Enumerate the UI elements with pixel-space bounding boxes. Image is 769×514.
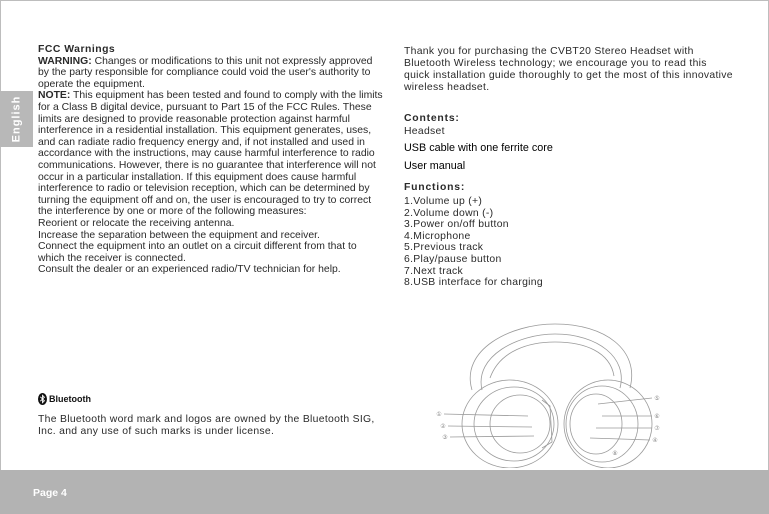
contents-item: USB cable with one ferrite core bbox=[404, 142, 553, 154]
callout-label: ④ bbox=[652, 437, 658, 444]
callout-label: ① bbox=[436, 411, 442, 418]
language-tab bbox=[0, 91, 33, 147]
fcc-note-paragraph bbox=[38, 90, 383, 218]
function-item: 5.Previous track bbox=[404, 242, 484, 254]
product-section bbox=[404, 46, 734, 289]
function-item: 1.Volume up (+) bbox=[404, 196, 483, 207]
bluetooth-trademark-note: The Bluetooth word mark and logos are owned by the Bluetooth SIG, Inc. and any use of such marks is under license. bbox=[38, 414, 375, 437]
function-item: 7.Next track bbox=[404, 265, 464, 277]
bluetooth-logo-text: Bluetooth bbox=[49, 394, 91, 404]
functions-list bbox=[404, 196, 734, 289]
note-text: This equipment has been tested and found to comply with the limits for a Class B digital device, pursuant to Part 15 of the FCC Rules. These limits are designed to provide reasonable protection against harmful interference in a residential installation. This equipment generates, uses, and can radiate radio frequency energy and, if not installed and used in accordance with the instructions, may cause harmful interference to radio communications. However, there is no guarantee that interference will not occur in a particular installation. If this equipment does cause harmful interference to radio or television reception, which can be determined by turning the equipment off and on, the user is encouraged to try to correct the interference by one or more of the following measures: bbox=[38, 90, 383, 218]
bluetooth-icon bbox=[38, 393, 47, 405]
callout-label: ⑧ bbox=[612, 450, 618, 457]
headset-diagram bbox=[430, 320, 665, 468]
fcc-measure: Connect the equipment into an outlet on a circuit different from that to which the receiver is connected. bbox=[38, 241, 357, 264]
callout-label: ⑥ bbox=[654, 413, 660, 420]
fcc-measure: Reorient or relocate the receiving antenna. bbox=[38, 217, 235, 229]
contents-item: User manual bbox=[404, 160, 466, 172]
fcc-measure: Increase the separation between the equipment and receiver. bbox=[38, 229, 320, 241]
intro-paragraph: Thank you for purchasing the CVBT20 Stereo Headset with Bluetooth Wireless technology; we encourage you to read this quick installation guide thoroughly to get the most of this innovative wireless headset. bbox=[404, 46, 733, 93]
page-footer bbox=[0, 470, 769, 514]
function-item: 3.Power on/off button bbox=[404, 219, 509, 231]
function-item: 6.Play/pause button bbox=[404, 253, 502, 265]
contents-item: Headset bbox=[404, 126, 445, 137]
functions-title: Functions: bbox=[404, 182, 466, 193]
warning-label: WARNING: bbox=[38, 55, 92, 67]
note-label: NOTE: bbox=[38, 90, 71, 102]
function-item: 8.USB interface for charging bbox=[404, 277, 543, 289]
function-item: 2.Volume down (-) bbox=[404, 207, 494, 219]
fcc-heading: FCC Warnings bbox=[38, 44, 116, 55]
callout-label: ⑦ bbox=[654, 425, 660, 432]
callout-label: ⑤ bbox=[654, 395, 660, 402]
language-tab-label: English bbox=[10, 95, 23, 143]
warning-text: Changes or modifications to this unit not expressly approved by the party responsible for compliance could void the user's authority to operate the equipment. bbox=[38, 55, 373, 90]
callout-label: ② bbox=[440, 423, 446, 430]
fcc-measure: Consult the dealer or an experienced radio/TV technician for help. bbox=[38, 264, 341, 276]
contents-title: Contents: bbox=[404, 113, 460, 124]
fcc-section bbox=[38, 44, 383, 276]
callout-label: ③ bbox=[442, 434, 448, 441]
fcc-warning-paragraph bbox=[38, 56, 383, 91]
page-number: Page 4 bbox=[33, 487, 67, 499]
function-item: 4.Microphone bbox=[404, 230, 471, 242]
bluetooth-logo bbox=[38, 393, 91, 405]
